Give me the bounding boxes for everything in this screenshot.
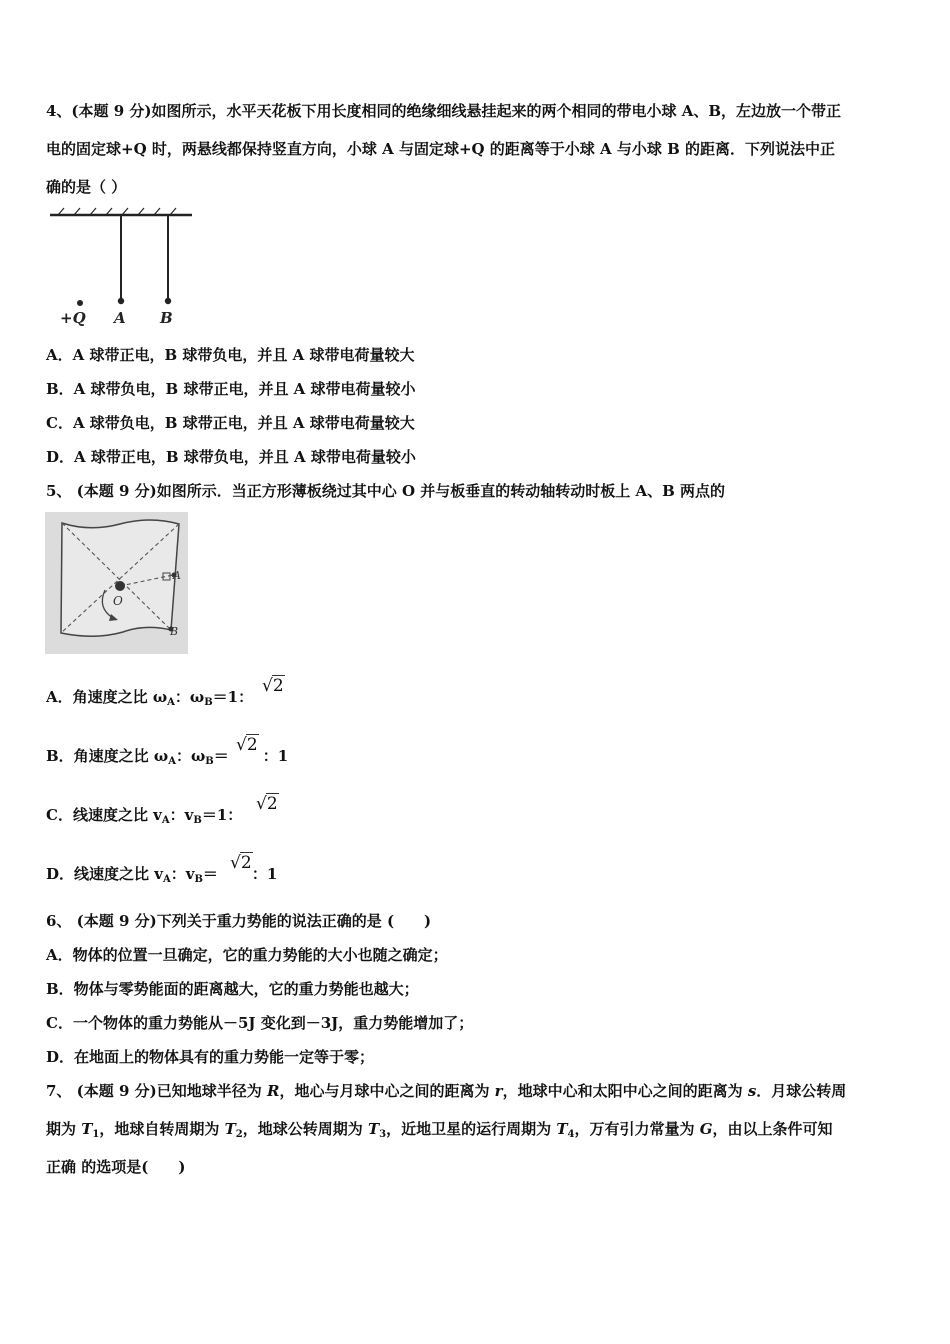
q5-option-c-sqrt: √2 (256, 794, 278, 814)
q5-option-a-sqrt: √2 (262, 676, 284, 696)
q7-stem-line-3: 正确 的选项是( ) (46, 1158, 186, 1176)
q5-option-b: B．角速度之比 $\omega_A$：$\omega_B=$ ：1 (46, 747, 289, 767)
q5-figure (45, 512, 188, 654)
label-q: +Q (60, 309, 86, 327)
q4-option-d: D．A 球带正电，B 球带负电，并且 A 球带电荷量较小 (46, 448, 416, 466)
q4-figure (46, 205, 196, 327)
q4-stem-line-2: 电的固定球+Q 时，两悬线都保持竖直方向，小球 A 与固定球+Q 的距离等于小球 A 与小球 B 的距离．下列说法中正 (46, 140, 836, 158)
q5-option-d-sqrt: √2 (230, 853, 252, 873)
q4-option-b: B．A 球带负电，B 球带正电，并且 A 球带电荷量较小 (46, 380, 416, 398)
q6-option-c: C．一个物体的重力势能从－5J 变化到－3J，重力势能增加了； (46, 1014, 474, 1032)
label-o: O (113, 594, 123, 608)
label-b: B (170, 625, 179, 638)
ball-a (118, 298, 124, 304)
q6-option-b: B．物体与零势能面的距离越大，它的重力势能也越大； (46, 980, 419, 998)
q5-option-b-sqrt: √2 (236, 735, 258, 755)
q6-option-a: A．物体的位置一旦确定，它的重力势能的大小也随之确定； (46, 946, 448, 964)
ball-q (77, 300, 83, 306)
q4-stem-line-1: 4、(本题 9 分)如图所示，水平天花板下用长度相同的绝缘细线悬挂起来的两个相同的带电小球 A、B，左边放一个带正 (46, 102, 842, 120)
q7-stem-line-2: 期为 $T_1$，地球自转周期为 $T_2$，地球公转周期为 $T_3$，近地卫星的运行周期为 $T_4$，万有引力常量为 G，由以上条件可知 (46, 1120, 833, 1140)
q5-option-d: D．线速度之比 $v_A$：$v_B=$ ：1 (46, 865, 278, 885)
q4-option-c: C．A 球带负电，B 球带正电，并且 A 球带电荷量较大 (46, 414, 415, 432)
label-a: A (114, 309, 126, 327)
q7-stem-line-1: 7、 (本题 9 分)已知地球半径为 R，地心与月球中心之间的距离为 r，地球中心和太阳中心之间的距离为 s．月球公转周 (46, 1082, 847, 1100)
q5-option-a: A．角速度之比 $\omega_A$：$\omega_B=1$： (46, 688, 254, 708)
q5-stem-line-1: 5、 (本题 9 分)如图所示．当正方形薄板绕过其中心 O 并与板垂直的转动轴转动时板上 A、B 两点的 (46, 482, 726, 500)
ball-b (165, 298, 171, 304)
q4-stem-line-3: 确的是（ ） (46, 178, 127, 196)
label-b: B (160, 309, 173, 327)
q5-option-c: C．线速度之比 $v_A$：$v_B=1$： (46, 806, 243, 826)
q6-option-d: D．在地面上的物体具有的重力势能一定等于零； (46, 1048, 375, 1066)
label-a: A (173, 569, 181, 582)
q4-option-a: A．A 球带正电，B 球带负电，并且 A 球带电荷量较大 (46, 346, 415, 364)
q6-stem: 6、 (本题 9 分)下列关于重力势能的说法正确的是 ( ) (46, 912, 432, 930)
center-o (115, 581, 125, 591)
